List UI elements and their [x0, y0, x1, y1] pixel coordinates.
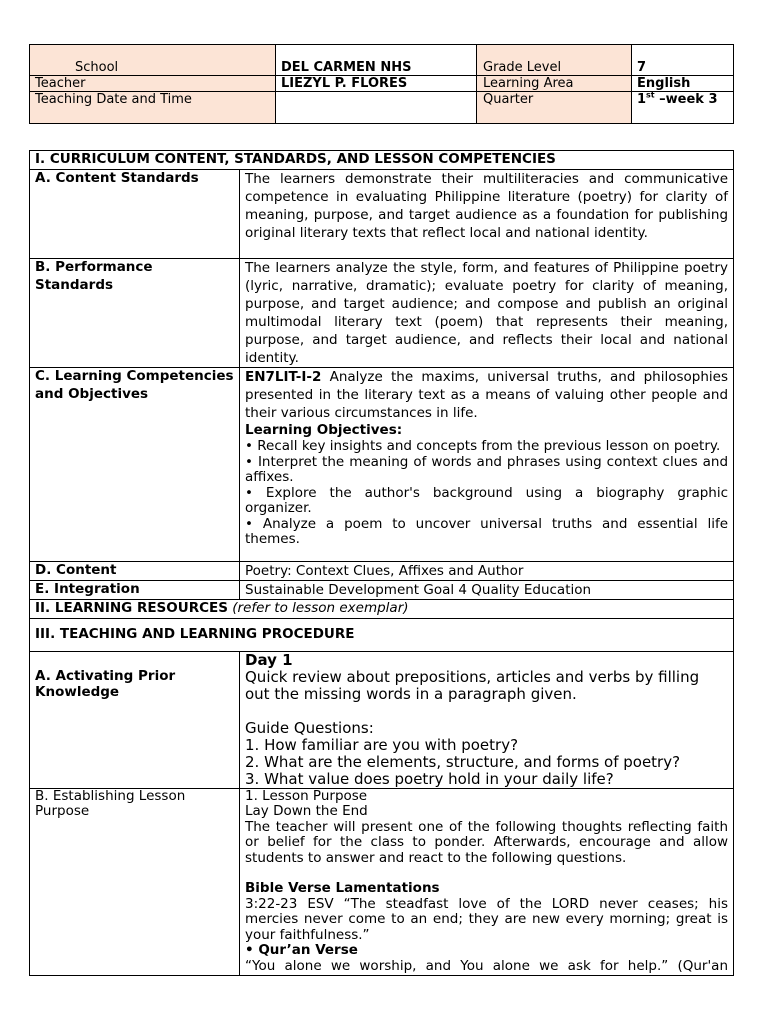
grade-level-label: Grade Level [477, 45, 632, 76]
quarter-number: 1 [637, 92, 647, 107]
quarter-label: Quarter [477, 92, 632, 124]
header-table [29, 44, 734, 124]
section-2-header-row [30, 600, 734, 619]
header-row-date [30, 92, 734, 124]
activating-label: A. Activating Prior Knowledge [30, 651, 240, 788]
competency-code: EN7LIT-I-2 [245, 369, 322, 385]
lesson-plan-table [29, 150, 734, 976]
school-value: DEL CARMEN NHS [276, 45, 477, 76]
competency-text: Analyze the maxims, universal truths, and philosophies presented in the literary text as a means of valuing other people and their various circumstances in life. [245, 369, 729, 421]
teaching-date-value [276, 92, 477, 124]
bible-verse-title: Bible Verse Lamentations [245, 880, 440, 896]
purpose-heading: 1. Lesson Purpose [245, 787, 368, 804]
purpose-row [30, 788, 734, 975]
purpose-subheading: Lay Down the End [245, 803, 368, 819]
bible-verse-text: 3:22-23 ESV “The steadfast love of the LORD never ceases; his mercies never come to an end; they are new every morning; great is your faithfulness.” [245, 895, 729, 943]
section-1-header-row [30, 151, 734, 170]
guide-question: 1. How familiar are you with poetry? [245, 735, 519, 754]
guide-questions-title: Guide Questions: [245, 718, 374, 737]
section-3-header-row [30, 618, 734, 651]
section-2-title: II. LEARNING RESOURCES [35, 600, 228, 616]
integration-value: Sustainable Development Goal 4 Quality Education [240, 581, 734, 600]
quarter-ordinal: st [646, 90, 655, 100]
learning-area-label: Learning Area [477, 76, 632, 92]
quarter-value [632, 92, 734, 124]
teacher-label: Teacher [30, 76, 276, 92]
day-label: Day 1 [245, 650, 293, 669]
purpose-text: The teacher will present one of the following thoughts reflecting faith or belief for the class to ponder. Afterwards, encourage and allow students to answer and react to the following questions. [245, 818, 729, 866]
content-standards-label: A. Content Standards [30, 170, 240, 259]
content-row [30, 562, 734, 581]
teaching-date-label: Teaching Date and Time [30, 92, 276, 124]
review-text: Quick review about prepositions, articles and verbs by filling out the missing words in a paragraph given. [245, 667, 700, 703]
quran-verse-title: • Qur’an Verse [245, 942, 358, 958]
content-label: D. Content [30, 562, 240, 581]
section-2-header [30, 600, 734, 619]
competencies-cell [240, 368, 734, 562]
guide-question: 2. What are the elements, structure, and forms of poetry? [245, 752, 681, 771]
header-row-teacher [30, 76, 734, 92]
performance-standards-row [30, 259, 734, 368]
objectives-title: Learning Objectives: [245, 422, 403, 438]
purpose-label: B. Establishing Lesson Purpose [30, 788, 240, 975]
guide-question: 3. What value does poetry hold in your daily life? [245, 769, 614, 788]
competencies-row [30, 368, 734, 562]
header-row-school [30, 45, 734, 76]
grade-level-value: 7 [632, 45, 734, 76]
performance-standards-label: B. Performance Standards [30, 259, 240, 368]
section-1-title: I. CURRICULUM CONTENT, STANDARDS, AND LESSON COMPETENCIES [30, 151, 734, 170]
content-standards-text: The learners demonstrate their multiliteracies and communicative competence in evaluating Philippine literature (poetry) for clarity of meaning, purpose, and target audience as a foundation for publishing original literary texts that reflect local and national identity. [240, 170, 734, 259]
quarter-week: –week 3 [654, 92, 718, 107]
activating-row [30, 651, 734, 788]
teacher-value: LIEZYL P. FLORES [276, 76, 477, 92]
competencies-label: C. Learning Competencies and Objectives [30, 368, 240, 562]
learning-area-value: English [632, 76, 734, 92]
objective-item: • Analyze a poem to uncover universal truths and essential life themes. [245, 515, 729, 547]
competency-paragraph [245, 368, 728, 422]
quran-verse-text: “You alone we worship, and You alone we ask for help.” (Qur'an [245, 957, 729, 974]
objective-item: • Interpret the meaning of words and phrases using context clues and affixes. [245, 453, 729, 485]
school-label: School [30, 45, 276, 76]
objective-item: • Recall key insights and concepts from the previous lesson on poetry. [245, 438, 721, 454]
content-standards-row [30, 170, 734, 259]
section-3-title: III. TEACHING AND LEARNING PROCEDURE [30, 618, 734, 651]
purpose-cell [240, 788, 734, 975]
activating-cell [240, 651, 734, 788]
content-value: Poetry: Context Clues, Affixes and Author [240, 562, 734, 581]
performance-standards-text: The learners analyze the style, form, and features of Philippine poetry (lyric, narrative, dramatic); evaluate poetry for clarity of meaning, purpose, and target audience; and compose and publish an original multimodal literary text (poem) that represents their meaning, purpose, and target audience, and reflects their local and national identity. [240, 259, 734, 368]
integration-label: E. Integration [30, 581, 240, 600]
integration-row [30, 581, 734, 600]
section-2-note: (refer to lesson exemplar) [227, 600, 409, 616]
objective-item: • Explore the author's background using a biography graphic organizer. [245, 484, 729, 516]
